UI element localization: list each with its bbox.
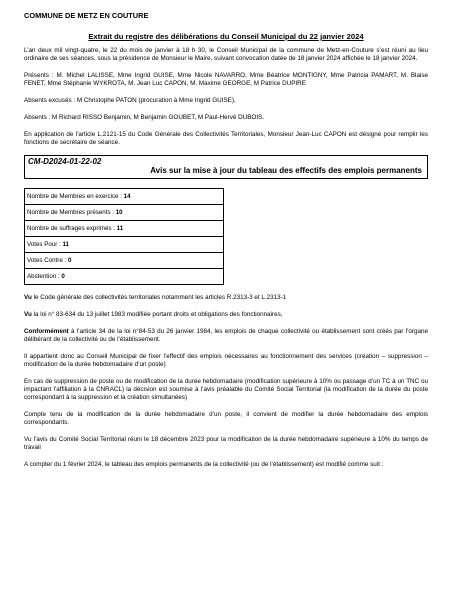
vote-label: Nombre de Membres présents : bbox=[27, 208, 116, 216]
table-row bbox=[25, 237, 224, 253]
conformement-text: à l’article 34 de la loi n°84-53 du 26 janvier 1984, les emplois de chaque collectivité ou établissement sont créés par l’organe délibérant de la collectivité ou de l’établissement. bbox=[24, 328, 428, 343]
avis-cst-paragraph: Vu l’avis du Comité Social Territorial réuni le 18 décembre 2023 pour la modification de la durée hebdomadaire supérieure à 10% du temps de travail bbox=[24, 436, 428, 451]
vote-value: 10 bbox=[115, 208, 123, 216]
vu-label: Vu bbox=[24, 294, 32, 301]
vu-loi-paragraph bbox=[24, 311, 428, 319]
vu-text: le Code générale des collectivités territoriales notamment les articles R.2313-3 et L.2313-1 bbox=[31, 294, 287, 301]
table-row bbox=[25, 205, 224, 221]
vu-cgct-paragraph bbox=[24, 294, 428, 302]
table-row bbox=[25, 253, 224, 269]
vote-label: Nombre de Membres en exercice : bbox=[27, 192, 124, 200]
commune-name: COMMUNE DE METZ EN COUTURE bbox=[24, 11, 149, 20]
conformement-paragraph bbox=[24, 328, 428, 344]
secretaire-paragraph: En application de l’article L.2121-15 du Code Générale des Collectivités Territoriales, Monsieur Jean-Luc CAPON est désigné pour remplir les fonctions de secrétaire de séance. bbox=[24, 131, 428, 146]
compte-tenu-paragraph: Compte tenu de la modification de la durée hebdomadaire d’un poste, il convient de modifier la durée hebdomadaire des emplois correspondants. bbox=[24, 411, 428, 426]
excuses-paragraph: Absents excusés : M Christophe PATON (procuration à Mme Ingrid GUISE), bbox=[24, 97, 236, 104]
document-title: Extrait du registre des délibérations du Conseil Municipal du 22 janvier 2024 bbox=[88, 32, 364, 41]
vote-value: 11 bbox=[116, 224, 124, 232]
suppression-paragraph: En cas de suppression de poste ou de modification de la durée hebdomadaire (modification supérieure à 10% ou passage d’un TC à un TNC ou impactant l’affiliation à la CNRACL) la décision est soumise à l’avis préalable du Comité Social Territorial (la modification de la durée du poste correspondant à la suppression et la création simultanées) bbox=[24, 378, 428, 401]
vote-label: Nombre de suffrages exprimés : bbox=[27, 224, 117, 232]
deliberation-id: CM-D2024-01-22-02 bbox=[28, 157, 102, 166]
intro-paragraph: L’an deux mil vingt-quatre, le 22 du mois de janvier à 18 h 30, le Conseil Municipal de la commune de Metz-en-Couture s’est réuni au lieu ordinaire de ses séances, sous la présidence de Monsieur le Maire, suivant convocation datée de 18 janvier 2024 affichée le 18 janvier 2024. bbox=[24, 47, 428, 62]
vote-value: 0 bbox=[61, 272, 65, 280]
vote-value: 11 bbox=[62, 240, 69, 248]
votes-table bbox=[24, 188, 224, 285]
vote-label: Votes Pour : bbox=[27, 240, 63, 248]
appartient-paragraph: Il appartient donc au Conseil Municipal de fixer l’effectif des emplois nécessaires au fonctionnement des services (création – suppression – modification de la durée hebdomadaire d’un poste) bbox=[24, 353, 428, 368]
vu-text: la loi n° 83-634 du 13 juillet 1983 modifiée portant droits et obligations des fonctionnaires, bbox=[31, 311, 283, 318]
vu-label: Vu bbox=[24, 311, 32, 318]
conformement-label: Conformément bbox=[24, 328, 69, 335]
deliberation-title: Avis sur la mise à jour du tableau des effectifs des emplois permanents bbox=[150, 166, 422, 175]
table-row bbox=[25, 221, 224, 237]
a-compter-paragraph: A compter du 1 février 2024, le tableau des emplois permanents de la collectivité (ou de l’établissement) est modifié comme suit : bbox=[24, 461, 384, 468]
table-row bbox=[25, 269, 224, 285]
deliberation-box bbox=[24, 155, 428, 179]
table-row bbox=[25, 189, 224, 205]
presents-paragraph: Présents : M. Michel LALISSE, Mme Ingrid GUISE, Mme Nicole NAVARRO, Mme Béatrice MONTIGNY, Mme Patricia PAMART, M. Blaise FENET, Mme Stéphanie WYKROTA, M. Jean Luc CAPON, M. Maxime GEORGE, M Patrice DUPIRE bbox=[24, 72, 428, 87]
vote-label: Abstention : bbox=[27, 272, 62, 280]
vote-label: Votes Contre : bbox=[27, 256, 68, 264]
vote-value: 0 bbox=[67, 256, 72, 264]
vote-value: 14 bbox=[123, 192, 131, 200]
absents-paragraph: Absents : M Richard RISSO Benjamin, M Benjamin GOUBET, M Paul-Hervé DUBOIS. bbox=[24, 114, 265, 121]
